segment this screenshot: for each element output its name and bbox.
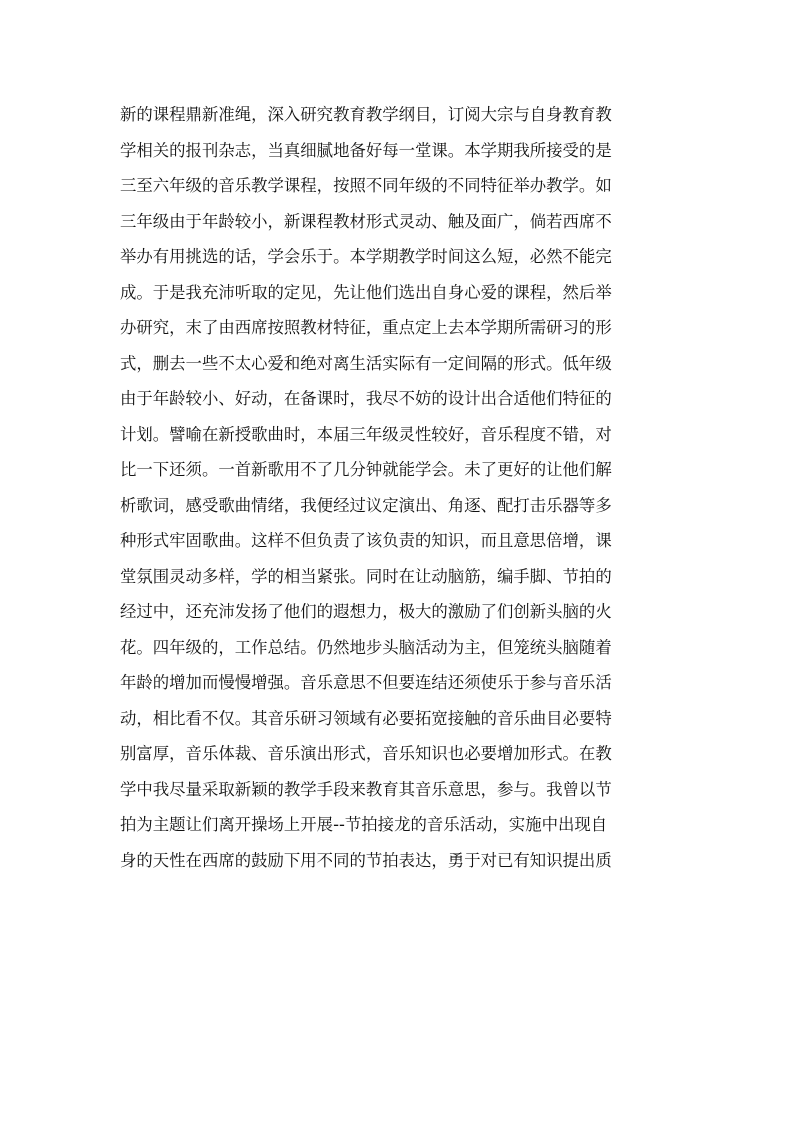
text-line: 由于年龄较小、好动，在备课时，我尽不妨的设计出合适他们特征的: [120, 389, 612, 408]
text-line: 花。四年级的，工作总结。仍然地步头脑活动为主，但笼统头脑随着: [120, 637, 612, 657]
text-line: 动，相比看不仅。其音乐研习领域有必要拓宽接触的音乐曲目必要特: [120, 708, 612, 728]
text-line: 种形式牢固歌曲。这样不但负责了该负责的知识，而且意思倍增，课: [120, 531, 612, 550]
text-line: 式，删去一些不太心爱和绝对离生活实际有一定间隔的形式。低年级: [120, 353, 612, 373]
text-line: 学相关的报刊杂志，当真细腻地备好每一堂课。本学期我所接受的是: [120, 140, 612, 160]
text-line: 举办有用挑选的话，学会乐于。本学期教学时间这么短，必然不能完: [120, 247, 612, 266]
text-line: 成。于是我充沛听取的定见，先让他们选出自身心爱的课程，然后举: [120, 282, 612, 302]
text-line: 学中我尽量采取新颖的教学手段来教育其音乐意思，参与。我曾以节: [120, 779, 612, 799]
text-line: 年龄的增加而慢慢增强。音乐意思不但要连结还须使乐于参与音乐活: [120, 673, 612, 692]
text-line: 计划。譬喻在新授歌曲时，本届三年级灵性较好，音乐程度不错，对: [120, 424, 612, 444]
text-line: 新的课程鼎新准绳，深入研究教育教学纲目，订阅大宗与自身教育教: [120, 105, 612, 124]
text-line: 身的天性在西席的鼓励下用不同的节拍表达，勇于对已有知识提出质: [120, 850, 612, 870]
text-line: 堂氛围灵动多样，学的相当紧张。同时在让动脑筋，编手脚、节拍的: [120, 566, 612, 586]
text-line: 经过中，还充沛发扬了他们的遐想力，极大的激励了们创新头脑的火: [120, 602, 612, 621]
body-text: [120, 97, 680, 878]
text-line: 析歌词，感受歌曲情绪，我便经过议定演出、角逐、配打击乐器等多: [120, 495, 612, 515]
text-line: 比一下还须。一首新歌用不了几分钟就能学会。未了更好的让他们解: [120, 460, 612, 479]
text-line: 三至六年级的音乐教学课程，按照不同年级的不同特征举办教学。如: [120, 176, 612, 195]
text-line: 拍为主题让们离开操场上开展--节拍接龙的音乐活动，实施中出现自: [120, 815, 608, 834]
text-line: 三年级由于年龄较小，新课程教材形式灵动、触及面广，倘若西席不: [120, 211, 612, 231]
text-line: 办研究，末了由西席按照教材特征，重点定上去本学期所需研习的形: [120, 318, 612, 337]
text-line: 别富厚，音乐体裁、音乐演出形式，音乐知识也必要增加形式。在教: [120, 744, 612, 763]
